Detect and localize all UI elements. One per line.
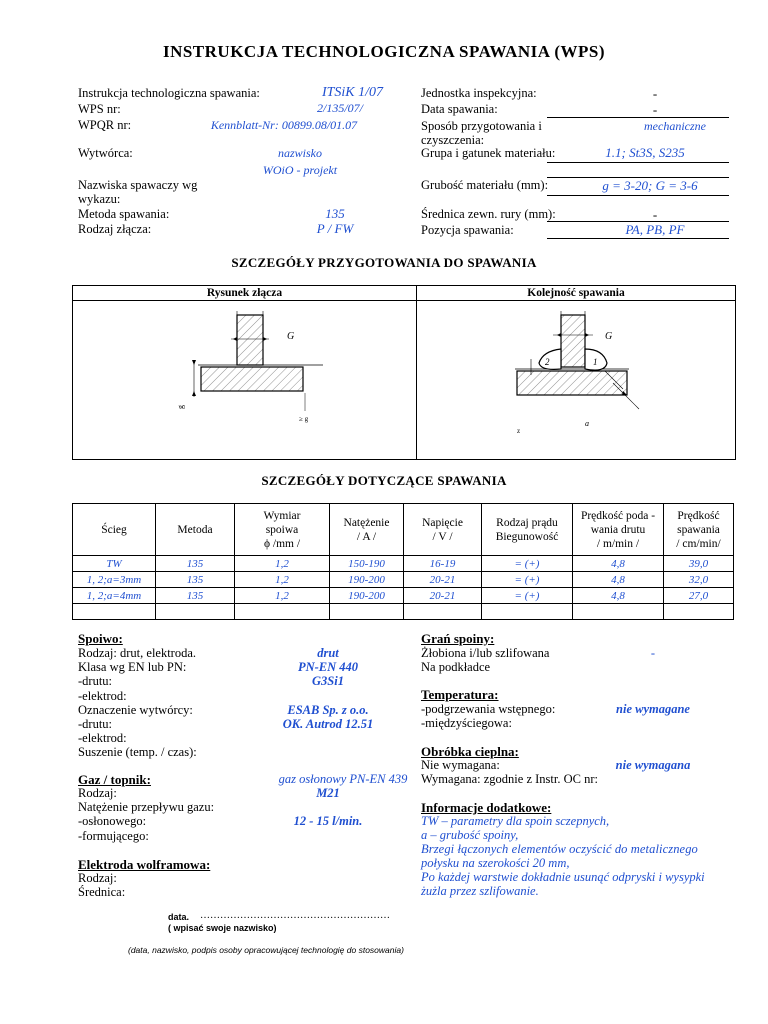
field-value: drut <box>317 646 339 660</box>
header-label: Sposób przygotowania i <box>421 119 542 133</box>
column-header: Prędkość poda - wania drutu / m/min / <box>573 504 664 556</box>
table-row <box>73 604 734 620</box>
divider <box>547 195 729 196</box>
footer-note: (data, nazwisko, podpis osoby opracowującej technologię do stosowania) <box>128 945 404 955</box>
date-label: data. <box>168 912 190 922</box>
header-label: Pozycja spawania: <box>421 223 514 237</box>
drawing-header: Rysunek złącza <box>73 286 417 301</box>
field-label: -drutu: <box>78 717 113 731</box>
field-label: -podgrzewania wstępnego: <box>421 702 556 716</box>
section-heading: Obróbka cieplna: <box>421 744 519 759</box>
field-value: ESAB Sp. z o.o. <box>287 702 369 717</box>
field-label: Rodzaj: <box>78 786 117 800</box>
table-cell: = (+) <box>482 572 573 588</box>
info-line: TW – parametry dla spoin sczepnych, <box>421 814 610 828</box>
column-header: Ścieg <box>73 504 156 556</box>
header-value: g = 3-20; G = 3-6 <box>602 178 698 193</box>
section-title-preparation: SZCZEGÓŁY PRZYGOTOWANIA DO SPAWANIA <box>231 255 537 270</box>
table-cell: 1, 2;a=3mm <box>73 572 156 588</box>
field-label: -elektrod: <box>78 688 127 703</box>
section-heading: Spoiwo: <box>78 631 123 646</box>
weld-sequence-diagram <box>417 301 735 454</box>
header-value: ITSiK 1/07 <box>321 85 384 100</box>
header-value: - <box>652 207 658 222</box>
field-value: PN-EN 440 <box>297 660 359 675</box>
label-G: G <box>287 331 295 342</box>
column-header: Rodzaj prądu Biegunowość <box>482 504 573 556</box>
table-cell: 150-190 <box>330 556 404 572</box>
table-cell: 1,2 <box>235 572 330 588</box>
table-cell: 1,2 <box>235 556 330 572</box>
info-line: Po każdej warstwie dokładnie usunąć odpryski i wysypki <box>421 870 705 884</box>
table-cell <box>235 604 330 620</box>
table-cell <box>73 604 156 620</box>
field-label: Średnica: <box>78 885 126 899</box>
joint-drawing-table <box>72 285 736 460</box>
field-value: 12 - 15 l/min. <box>293 814 363 829</box>
section-heading: Grań spoiny: <box>421 631 495 646</box>
table-header-row <box>73 504 734 556</box>
header-value: 1.1; St3S, S235 <box>605 145 685 160</box>
header-label: Rodzaj złącza: <box>78 222 152 236</box>
table-cell: 32,0 <box>664 572 734 588</box>
header-label: WPS nr: <box>78 102 121 116</box>
field-label: Wymagana: zgodnie z Instr. OC nr: <box>421 772 598 786</box>
drawing-header: Kolejność spawania <box>417 286 736 301</box>
label-2: 2 <box>545 357 550 367</box>
table-row <box>73 556 734 572</box>
header-label: Grubość materiału (mm): <box>421 178 549 192</box>
table-cell <box>330 604 404 620</box>
signature-line[interactable]: ………………………………………………… <box>200 910 390 921</box>
header-value: 135 <box>325 206 345 221</box>
table-cell <box>573 604 664 620</box>
header-value: Kennblatt-Nr: 00899.08/01.07 <box>210 118 358 132</box>
header-label: Metoda spawania: <box>78 207 170 221</box>
field-label: -międzyściegowa: <box>421 716 512 730</box>
table-cell: = (+) <box>482 556 573 572</box>
field-value: M21 <box>316 786 340 800</box>
section-heading: Temperatura: <box>421 687 499 702</box>
table-row <box>73 572 734 588</box>
table-cell: 20-21 <box>404 572 482 588</box>
header-value: - <box>652 86 658 101</box>
table-row <box>73 588 734 604</box>
header-label: Wytwórca: <box>78 146 133 160</box>
header-value: - <box>652 102 658 117</box>
header-value: P / FW <box>316 221 354 236</box>
label-z: z <box>517 427 521 435</box>
welding-parameters-table <box>72 503 734 620</box>
field-label: -formującego: <box>78 828 149 843</box>
section-heading: Informacje dodatkowe: <box>421 800 552 815</box>
column-header: Natężenie / A / <box>330 504 404 556</box>
header-label: czyszczenia: <box>421 133 485 147</box>
column-header: Napięcie / V / <box>404 504 482 556</box>
info-line: połysku na szerokości 20 mm, <box>421 856 570 870</box>
header-label: Data spawania: <box>421 102 498 116</box>
column-header: Wymiar spoiwa ϕ /mm / <box>235 504 330 556</box>
header-label: Grupa i gatunek materiału: <box>421 146 556 160</box>
page-title: INSTRUKCJA TECHNOLOGICZNA SPAWANIA (WPS) <box>162 42 606 61</box>
header-value: mechaniczne <box>644 119 706 133</box>
t-joint-diagram <box>73 301 416 454</box>
label-zg: ≥ g <box>299 415 309 423</box>
table-cell: = (+) <box>482 588 573 604</box>
sequence-drawing <box>417 301 736 460</box>
field-label: -osłonowego: <box>78 814 147 829</box>
field-label: -elektrod: <box>78 731 127 746</box>
table-cell: 20-21 <box>404 588 482 604</box>
field-value: OK. Autrod 12.51 <box>282 717 374 731</box>
table-cell <box>404 604 482 620</box>
section-heading: Gaz / topnik: <box>78 772 151 787</box>
table-cell <box>156 604 235 620</box>
label-G: G <box>605 331 613 342</box>
table-cell: 1,2 <box>235 588 330 604</box>
info-line: żużla przez szlifowanie. <box>421 884 539 898</box>
header-label: WPQR nr: <box>78 118 132 132</box>
header-label: Średnica zewn. rury (mm): <box>421 207 556 221</box>
field-label: Suszenie (temp. / czas): <box>78 745 197 760</box>
field-label: Natężenie przepływu gazu: <box>78 800 215 815</box>
header-label: Instrukcja technologiczna spawania: <box>78 86 260 100</box>
header-value: nazwisko <box>277 146 322 160</box>
table-cell: 190-200 <box>330 572 404 588</box>
table-cell: 135 <box>156 556 235 572</box>
field-label: Nie wymagana: <box>421 758 500 772</box>
info-line: a – grubość spoiny, <box>421 828 519 842</box>
table-cell: 4,8 <box>573 588 664 604</box>
field-label: Klasa wg EN lub PN: <box>78 660 187 675</box>
header-label: Jednostka inspekcyjna: <box>421 86 537 100</box>
joint-drawing <box>73 301 417 460</box>
field-value: nie wymagana <box>615 758 691 772</box>
divider <box>547 238 729 239</box>
field-label: -drutu: <box>78 674 113 689</box>
section-title-welding: SZCZEGÓŁY DOTYCZĄCE SPAWANIA <box>261 473 507 488</box>
table-cell <box>482 604 573 620</box>
field-label: Oznaczenie wytwórcy: <box>78 702 193 717</box>
table-cell: 135 <box>156 572 235 588</box>
label-a: a <box>585 419 589 428</box>
table-cell <box>664 604 734 620</box>
label-1: 1 <box>593 357 598 367</box>
label-g: g <box>176 405 185 409</box>
table-cell: 27,0 <box>664 588 734 604</box>
section-heading: Elektroda wolframowa: <box>78 857 211 872</box>
table-cell: 190-200 <box>330 588 404 604</box>
column-header: Metoda <box>156 504 235 556</box>
header-value: PA, PB, PF <box>625 222 685 237</box>
header-label: wykazu: <box>78 192 121 206</box>
column-header: Prędkość spawania / cm/min/ <box>664 504 734 556</box>
table-cell: 39,0 <box>664 556 734 572</box>
field-value: G3Si1 <box>312 674 344 689</box>
info-line: Brzegi łączonych elementów oczyścić do metalicznego <box>421 842 698 856</box>
header-label: Nazwiska spawaczy wg <box>78 178 198 192</box>
field-label: Rodzaj: <box>78 871 117 885</box>
table-cell: 135 <box>156 588 235 604</box>
signature-hint: ( wpisać swoje nazwisko) <box>168 923 277 933</box>
field-label: Żłobiona i/lub szlifowana <box>421 646 550 660</box>
table-cell: 4,8 <box>573 572 664 588</box>
divider <box>547 162 729 163</box>
field-value: - <box>650 646 656 660</box>
header-value: WOiO - projekt <box>262 163 338 177</box>
header-value: 2/135/07/ <box>316 101 363 115</box>
field-label: Na podkładce <box>421 660 491 674</box>
table-cell: 16-19 <box>404 556 482 572</box>
table-cell: TW <box>73 556 156 572</box>
divider <box>547 117 729 118</box>
field-label: Rodzaj: drut, elektroda. <box>78 646 197 660</box>
table-cell: 4,8 <box>573 556 664 572</box>
field-value: nie wymagane <box>616 702 690 716</box>
gas-type-value: gaz osłonowy PN-EN 439 <box>278 772 408 786</box>
table-cell: 1, 2;a=4mm <box>73 588 156 604</box>
